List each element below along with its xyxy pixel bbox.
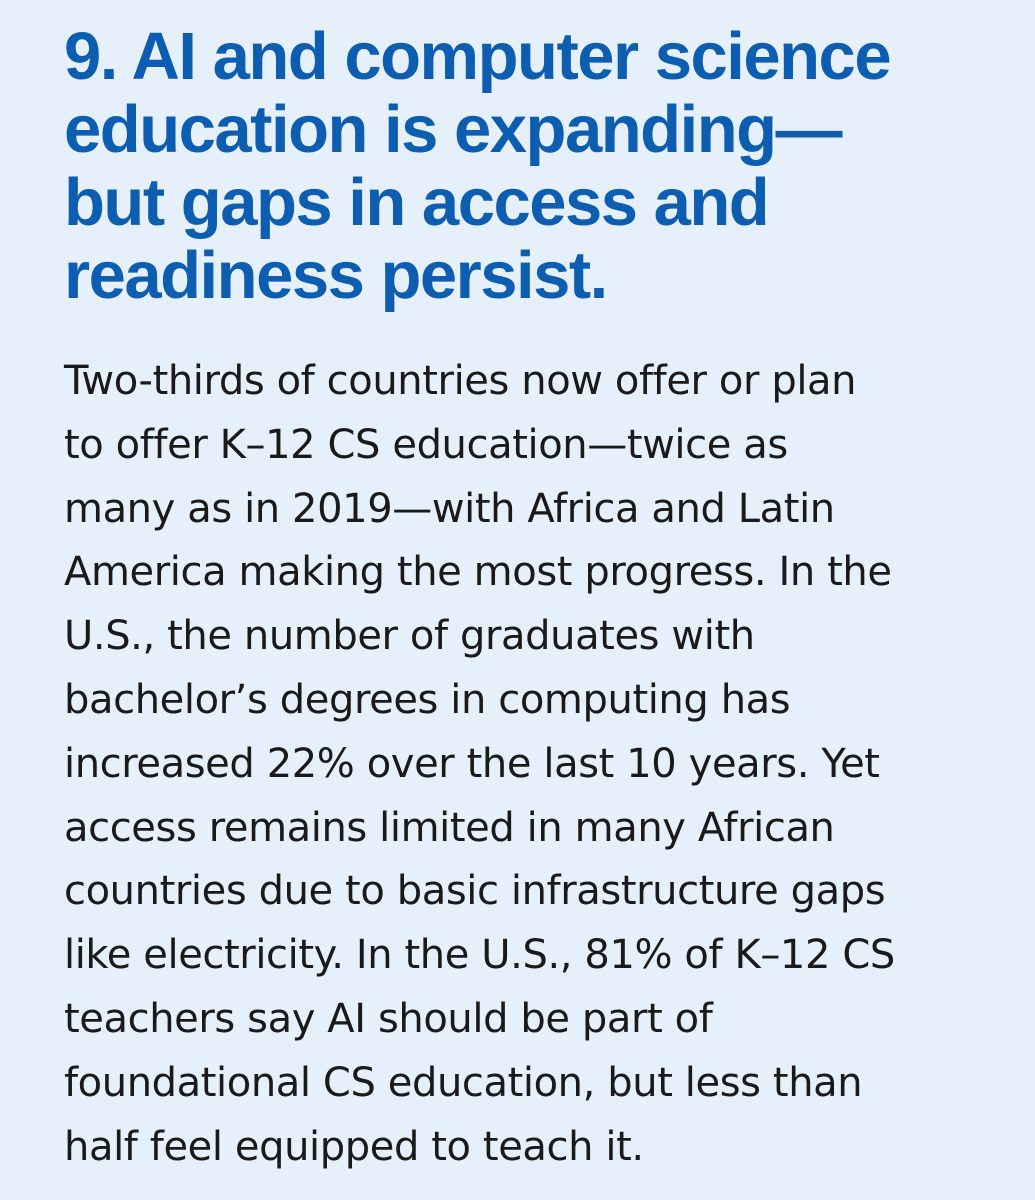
body-line: many as in 2019—with Africa and Latin xyxy=(64,485,835,532)
body-line: teachers say AI should be part of xyxy=(64,995,713,1042)
body-line: to offer K–12 CS education—twice as xyxy=(64,421,788,468)
body-line: like electricity. In the U.S., 81% of K–12 CS xyxy=(64,932,895,979)
section-heading xyxy=(64,20,994,312)
heading-line: but gaps in access and xyxy=(64,165,769,240)
body-line: Two-thirds of countries now offer or plan xyxy=(64,358,857,404)
body-line: half feel equipped to teach it. xyxy=(64,1123,644,1170)
body-line: U.S., the number of graduates with xyxy=(64,613,755,660)
heading-line: readiness persist. xyxy=(64,238,607,313)
heading-line: education is expanding— xyxy=(64,92,842,167)
heading-line: 9. AI and computer science xyxy=(64,19,891,94)
body-line: increased 22% over the last 10 years. Yet xyxy=(64,740,880,787)
body-line: America making the most progress. In the xyxy=(64,549,892,596)
body-line: foundational CS education, but less than xyxy=(64,1059,863,1106)
body-paragraph xyxy=(64,350,1004,1179)
body-line: bachelor’s degrees in computing has xyxy=(64,676,791,723)
body-line: access remains limited in many African xyxy=(64,804,835,851)
body-line: countries due to basic infrastructure gaps xyxy=(64,868,886,915)
